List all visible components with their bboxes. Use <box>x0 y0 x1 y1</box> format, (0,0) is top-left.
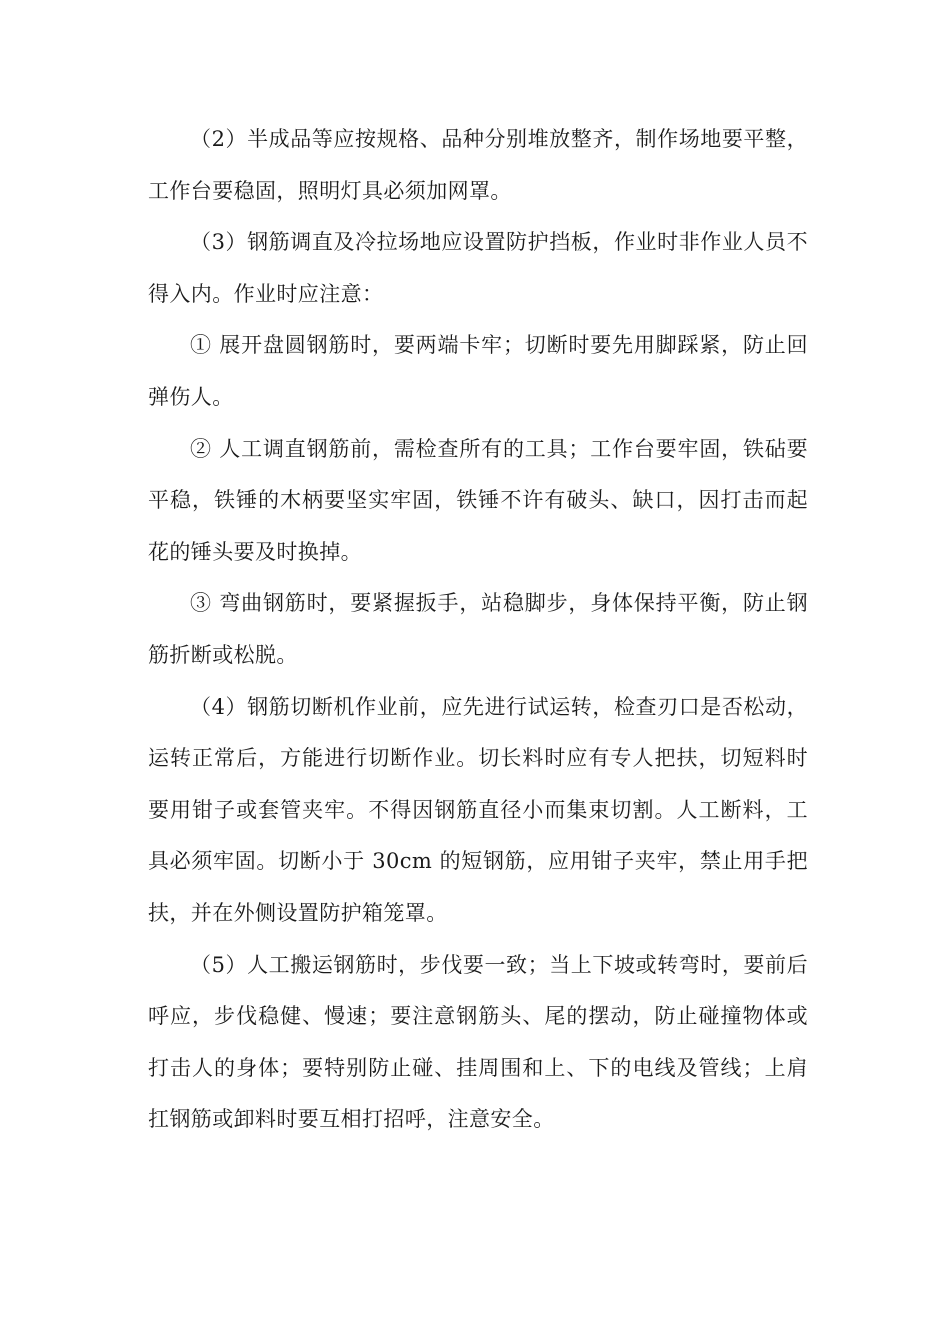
paragraph-subitem-1: ① 展开盘圆钢筋时，要两端卡牢；切断时要先用脚踩紧，防止回弹伤人。 <box>148 333 808 409</box>
document-body <box>148 114 808 1146</box>
paragraph-item-5: （5）人工搬运钢筋时，步伐要一致；当上下坡或转弯时，要前后呼应，步伐稳健、慢速；要注意钢筋头、尾的摆动，防止碰撞物体或打击人的身体；要特别防止碰、挂周围和上、下的电线及管线；上肩扛钢筋或卸料时要互相打招呼，注意安全。 <box>148 952 808 1132</box>
paragraph-item-2: （2）半成品等应按规格、品种分别堆放整齐，制作场地要平整，工作台要稳固，照明灯具必须加网罩。 <box>148 127 808 203</box>
paragraph-item-3: （3）钢筋调直及冷拉场地应设置防护挡板，作业时非作业人员不得入内。作业时应注意： <box>148 230 808 306</box>
paragraph-subitem-3: ③ 弯曲钢筋时，要紧握扳手，站稳脚步，身体保持平衡，防止钢筋折断或松脱。 <box>148 591 808 667</box>
paragraph-subitem-2: ② 人工调直钢筋前，需检查所有的工具；工作台要牢固，铁砧要平稳，铁锤的木柄要坚实牢固，铁锤不许有破头、缺口，因打击而起花的锤头要及时换掉。 <box>148 436 808 564</box>
paragraph-item-4: （4）钢筋切断机作业前，应先进行试运转，检查刃口是否松动，运转正常后，方能进行切断作业。切长料时应有专人把扶，切短料时要用钳子或套管夹牢。不得因钢筋直径小而集束切割。人工断料，工具必须牢固。切断小于 30cm 的短钢筋，应用钳子夹牢，禁止用手把扶，并在外侧设置防护箱笼罩。 <box>148 694 808 925</box>
